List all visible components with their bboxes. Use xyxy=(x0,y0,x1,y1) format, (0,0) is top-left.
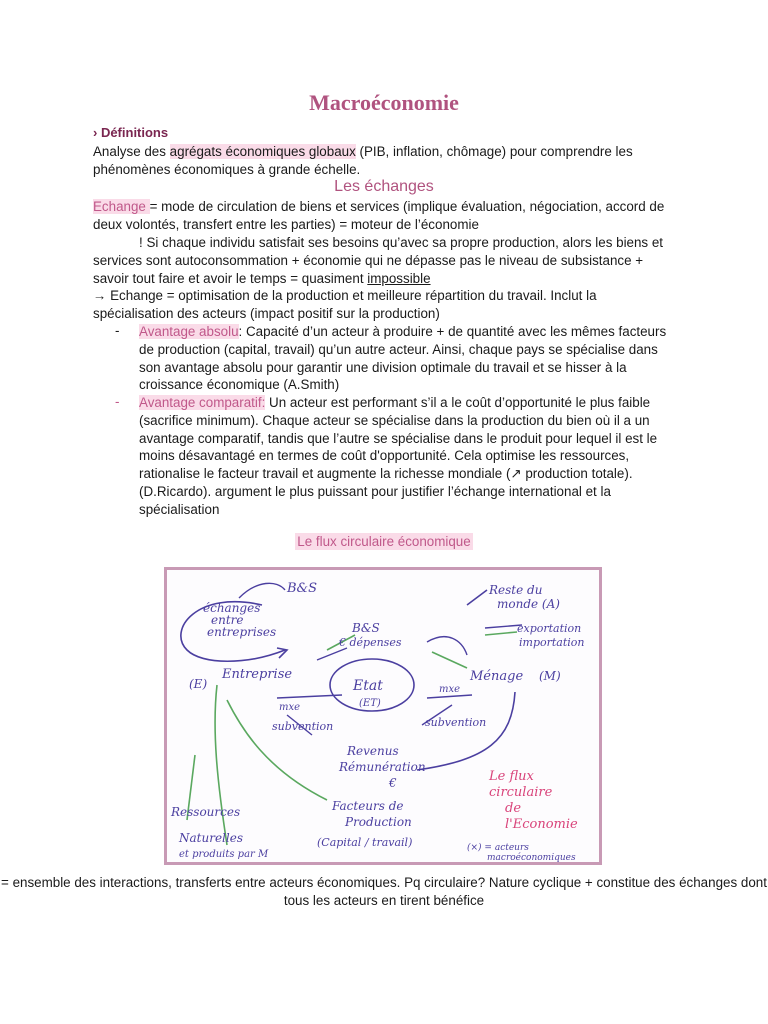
echange-arrow-line: → Echange = optimisation de la production et meilleure répartition du travail. Inclut la spécialisation des acteurs (impact positif sur la production) xyxy=(93,288,597,321)
label-bs-top: B&S xyxy=(287,581,318,596)
bullet-marker: - xyxy=(115,323,120,338)
label-monde: monde (A) xyxy=(497,597,560,611)
label-mde-left: mxe xyxy=(279,702,301,713)
label-flux-1: Le flux xyxy=(489,769,534,784)
echange-definition xyxy=(93,198,673,234)
label-remuneration: Rémunération xyxy=(339,760,426,774)
label-naturelles: Naturelles xyxy=(179,831,243,845)
bullet-label: Avantage absolu xyxy=(139,324,239,339)
label-entre: entre xyxy=(211,613,244,627)
label-entreprises: entreprises xyxy=(207,625,277,639)
label-subvention-right: subvention xyxy=(425,716,487,729)
circular-flow-sketch xyxy=(167,570,599,862)
label-e: (E) xyxy=(189,677,208,691)
arrow-mde-right xyxy=(427,695,472,698)
bullet-label: Avantage comparatif: xyxy=(139,395,266,410)
label-capital-travail: (Capital / travail) xyxy=(317,836,413,849)
label-exportation: exportation xyxy=(517,622,582,635)
bullet-avantage-comparatif xyxy=(139,394,679,519)
label-mde-right: mxe xyxy=(439,684,461,695)
label-etat: Etat xyxy=(353,678,383,694)
label-acteurs-1: (×) = acteurs xyxy=(467,843,529,853)
arrow-purple-left xyxy=(317,648,347,660)
label-acteurs-2: macroéconomiques xyxy=(487,853,576,862)
label-depenses: € dépenses xyxy=(339,636,402,649)
arrow-export xyxy=(485,632,517,635)
label-euro: € xyxy=(389,776,397,790)
label-m: (M) xyxy=(539,669,561,683)
figure-title xyxy=(0,534,768,549)
arrow-mde-left xyxy=(277,695,342,698)
echange-term: Echange xyxy=(93,199,150,214)
definitions-paragraph xyxy=(93,143,673,179)
label-revenus: Revenus xyxy=(347,744,399,758)
note-text: ! Si chaque individu satisfait ses besoins qu’avec sa propre production, alors les biens et services sont autoconsommation + économie qui ne dépasse pas le niveau de subsistance + savoir tout faire et avoir le temps = quasiment xyxy=(93,235,664,286)
bullet-marker: - xyxy=(115,394,120,409)
bullet-text: : Capacité d’un acteur à produire + de quantité avec les mêmes facteurs de production (capital, travail) qu’un autre acteur. Ainsi, chaque pays se spécialise dans son avantage absolu pour garantir une division optimale du travail et se hisser à la croissance économique (A.Smith) xyxy=(139,324,667,393)
label-subvention-left: subvention xyxy=(272,720,334,733)
label-flux-4: l'Economie xyxy=(505,817,578,832)
definitions-heading: › Définitions xyxy=(93,125,169,140)
autoconsommation-note xyxy=(93,234,673,287)
arrow-bs-top xyxy=(239,583,285,598)
definitions-text-post: (PIB, inflation, chômage) pour comprendre les phénomènes économiques à grande échelle. xyxy=(93,144,633,177)
echanges-heading: Les échanges xyxy=(334,178,434,195)
label-flux-2: circulaire xyxy=(489,785,553,800)
arrow-menage-down xyxy=(417,692,515,770)
circular-flow-diagram xyxy=(164,567,602,865)
label-production: Production xyxy=(345,815,412,829)
bullet-text: Un acteur est performant s’il a le coût d’opportunité le plus faible (sacrifice minimum). Chaque acteur se spécialise dans la production du bien où il a un avantage comparatif, tandis que l’autre se spécialise dans le produit pour lequel il est le moins désavantagé en termes de coût d'opportunité. Cela optimise les ressources, rationalise le facteur travail et augmente la richesse mondiale (↗ production totale).(D.Ricardo). argument le plus puissant pour justifier l’échange international et la spécialisation xyxy=(139,395,658,517)
label-produits: et produits par M xyxy=(179,849,269,860)
definitions-highlight: agrégats économiques globaux xyxy=(169,144,356,159)
label-entreprise: Entreprise xyxy=(222,667,293,682)
label-echanges: échanges xyxy=(203,601,261,615)
figure-title-text: Le flux circulaire économique xyxy=(297,534,471,549)
label-reste: Reste du xyxy=(489,583,543,597)
label-et: (ET) xyxy=(359,698,381,709)
note-underlined: impossible xyxy=(367,270,431,286)
bullet-avantage-absolu xyxy=(139,323,679,394)
arrow-reste-monde xyxy=(467,590,487,605)
figure-caption: = ensemble des interactions, transferts entre acteurs économiques. Pq circulaire? Nature cyclique + constitue des échanges dont tous les acteurs en tirent bénéfice xyxy=(1,875,767,908)
definitions-text-pre: Analyse des xyxy=(93,144,170,159)
arrow-facteurs-up xyxy=(227,700,327,800)
arrow-green-right xyxy=(432,652,467,668)
arrow-ressources-up xyxy=(215,685,227,845)
echange-definition-text: = mode de circulation de biens et services (implique évaluation, négociation, accord de deux volontés, transfert entre les parties) = moteur de l’économie xyxy=(93,199,665,232)
label-menage: Ménage xyxy=(470,669,524,684)
label-bs-center: B&S xyxy=(352,621,380,635)
page-title: Macroéconomie xyxy=(309,90,459,115)
label-importation: importation xyxy=(519,636,585,649)
label-facteurs: Facteurs de xyxy=(332,799,404,813)
label-flux-3: de xyxy=(505,801,522,816)
label-ressources: Ressources xyxy=(171,805,241,819)
